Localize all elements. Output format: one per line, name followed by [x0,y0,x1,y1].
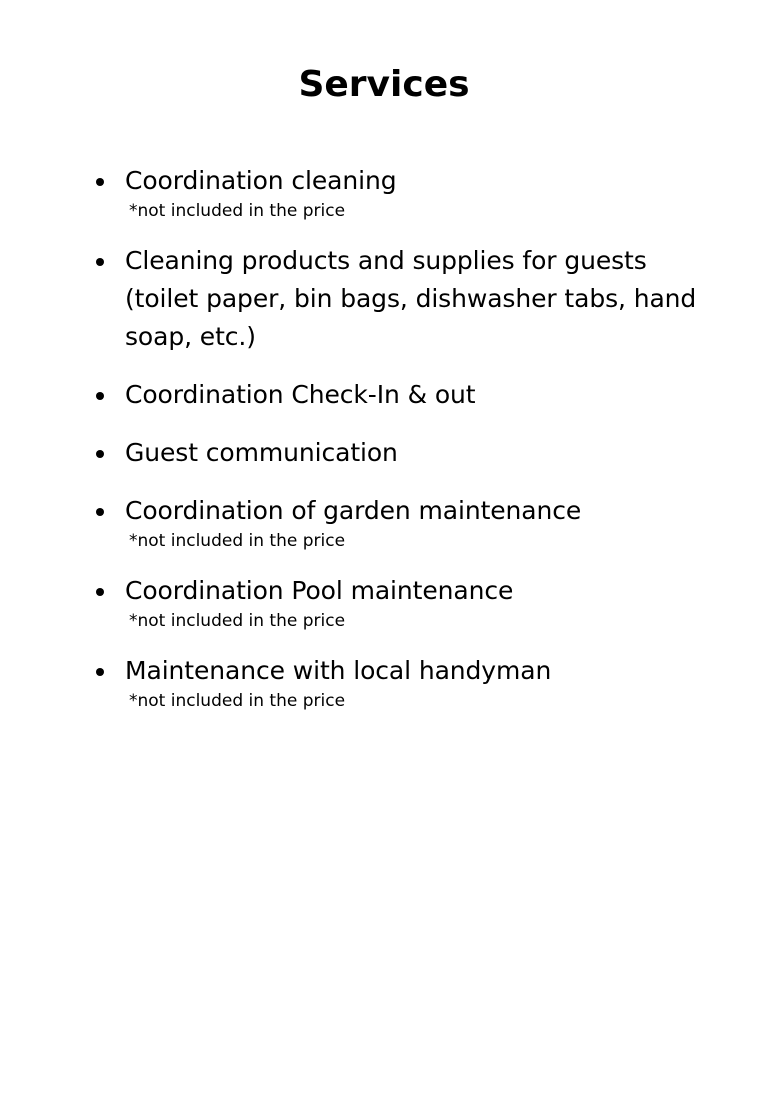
service-label: Coordination of garden maintenance [125,496,582,525]
service-note: *not included in the price [129,691,346,711]
service-item-pool-maintenance [0,572,768,632]
service-note: *not included in the price [129,611,346,631]
service-item-cleaning-products [0,242,768,356]
bullet-icon [96,508,104,516]
service-label: Cleaning products and supplies for guests (toilet paper, bin bags, dishwasher tabs, hand soap, etc.) [125,246,697,351]
page-title: Services [298,64,470,105]
bullet-icon [96,178,104,186]
bullet-icon [96,258,104,266]
service-item-guest-communication [0,434,768,472]
service-item-check-in-out [0,376,768,414]
service-label: Maintenance with local handyman [125,656,552,685]
bullet-icon [96,668,104,676]
service-item-handyman [0,652,768,712]
service-label: Coordination Check-In & out [125,380,476,409]
service-label: Guest communication [125,438,398,467]
service-item-garden-maintenance [0,492,768,552]
bullet-icon [96,392,104,400]
service-note: *not included in the price [129,201,346,221]
service-label: Coordination cleaning [125,166,397,195]
services-list [0,162,768,732]
bullet-icon [96,450,104,458]
bullet-icon [96,588,104,596]
service-label: Coordination Pool maintenance [125,576,514,605]
service-note: *not included in the price [129,531,346,551]
service-item-coordination-cleaning [0,162,768,222]
